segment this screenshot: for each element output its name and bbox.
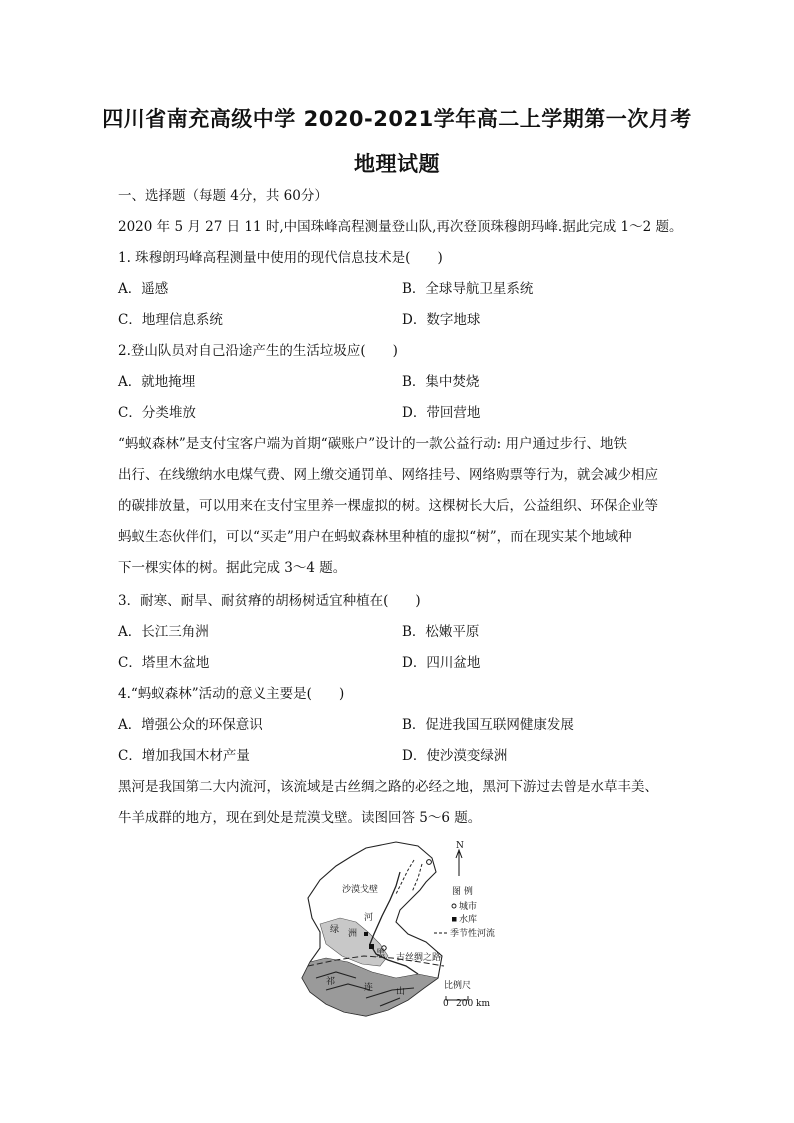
question-3-option-c: C．塔里木盆地: [118, 655, 210, 671]
city-marker: [427, 860, 432, 865]
passage-2-line: 下一棵实体的树。据此完成 3～4 题。: [118, 560, 347, 576]
oasis-label-2: 洲: [348, 929, 358, 939]
question-1-option-b: B．全球导航卫星系统: [402, 281, 534, 297]
legend-seasonal-label: 季节性河流: [450, 929, 496, 939]
oasis-label-1: 绿: [330, 925, 340, 935]
legend-reservoir-label: 水库: [459, 915, 478, 925]
scale-zero: 0: [443, 999, 449, 1009]
reservoir-marker: [364, 932, 368, 936]
question-4-option-a: A．增强公众的环保意识: [118, 717, 263, 733]
passage-2-line: “蚂蚁森林”是支付宝客户端为首期“碳账户”设计的一款公益行动: 用户通过步行、地铁: [118, 436, 627, 452]
passage-2-line: 蚂蚁生态伙伴们，可以“买走”用户在蚂蚁森林里种植的虚拟“树”，而在现实某个地域种: [118, 529, 632, 545]
reservoir-marker: [369, 944, 374, 949]
scale-value: 200 km: [456, 999, 491, 1009]
question-1-option-c: C．地理信息系统: [118, 312, 223, 328]
legend-city-label: 城市: [459, 902, 478, 912]
river-label: 河: [364, 913, 374, 923]
legend-city-icon: [452, 904, 456, 908]
question-2-option-d: D．带回营地: [402, 405, 481, 421]
question-4-option-b: B．促进我国互联网健康发展: [402, 717, 574, 733]
question-2-option-c: C．分类堆放: [118, 405, 196, 421]
passage-2-line: 的碳排放量，可以用来在支付宝里养一棵虚拟的树。这棵树长大后，公益组织、环保企业等: [118, 498, 658, 514]
question-4-stem: 4.“蚂蚁森林”活动的意义主要是( ): [118, 686, 345, 702]
question-4-option-c: C．增加我国木材产量: [118, 748, 250, 764]
passage-3-line: 牛羊成群的地方，现在到处是荒漠戈壁。读图回答 5～6 题。: [118, 810, 482, 826]
heihe-basin-map: [296, 838, 500, 1024]
question-3-option-b: B．松嫩平原: [402, 624, 480, 640]
question-2-stem: 2.登山队员对自己沿途产生的生活垃圾应( ): [118, 343, 398, 359]
hei-label: 黑: [376, 949, 386, 959]
question-3-option-d: D．四川盆地: [402, 655, 481, 671]
north-label: N: [456, 841, 464, 851]
question-4-option-d: D．使沙漠变绿洲: [402, 748, 508, 764]
question-1-stem: 1. 珠穆朗玛峰高程测量中使用的现代信息技术是( ): [118, 250, 443, 266]
question-2-option-a: A．就地掩埋: [118, 374, 196, 390]
legend-reservoir-icon: [452, 917, 457, 922]
question-3-option-a: A．长江三角洲: [118, 624, 209, 640]
silk-road-label: 古丝绸之路: [396, 953, 442, 963]
exam-title: 四川省南充高级中学 2020-2021学年高二上学期第一次月考: [102, 107, 692, 131]
passage-3-line: 黑河是我国第二大内流河，该流域是古丝绸之路的必经之地，黑河下游过去曾是水草丰美、: [118, 779, 658, 795]
question-1-option-a: A．遥感: [118, 281, 169, 297]
exam-subtitle: 地理试题: [354, 152, 440, 176]
question-2-option-b: B．集中焚烧: [402, 374, 480, 390]
mountain-label-3: 山: [396, 987, 406, 997]
scale-title: 比例尺: [444, 981, 472, 991]
question-1-option-d: D．数字地球: [402, 312, 481, 328]
intro-passage-1: 2020 年 5 月 27 日 11 时,中国珠峰高程测量登山队,再次登顶珠穆朗玛峰.据此完成 1～2 题。: [118, 219, 683, 235]
desert-label: 沙漠戈壁: [342, 885, 379, 895]
mountain-label-2: 连: [364, 983, 374, 993]
legend-title: 图 例: [452, 887, 473, 897]
north-arrow-icon: [456, 850, 462, 876]
question-3-stem: 3．耐寒、耐旱、耐贫瘠的胡杨树适宜种植在( ): [118, 593, 421, 609]
mountain-label-1: 祁: [326, 977, 336, 987]
passage-2-line: 出行、在线缴纳水电煤气费、网上缴交通罚单、网络挂号、网络购票等行为，就会减少相应: [118, 467, 658, 483]
section-heading: 一、选择题（每题 4分，共 60分）: [118, 188, 328, 204]
